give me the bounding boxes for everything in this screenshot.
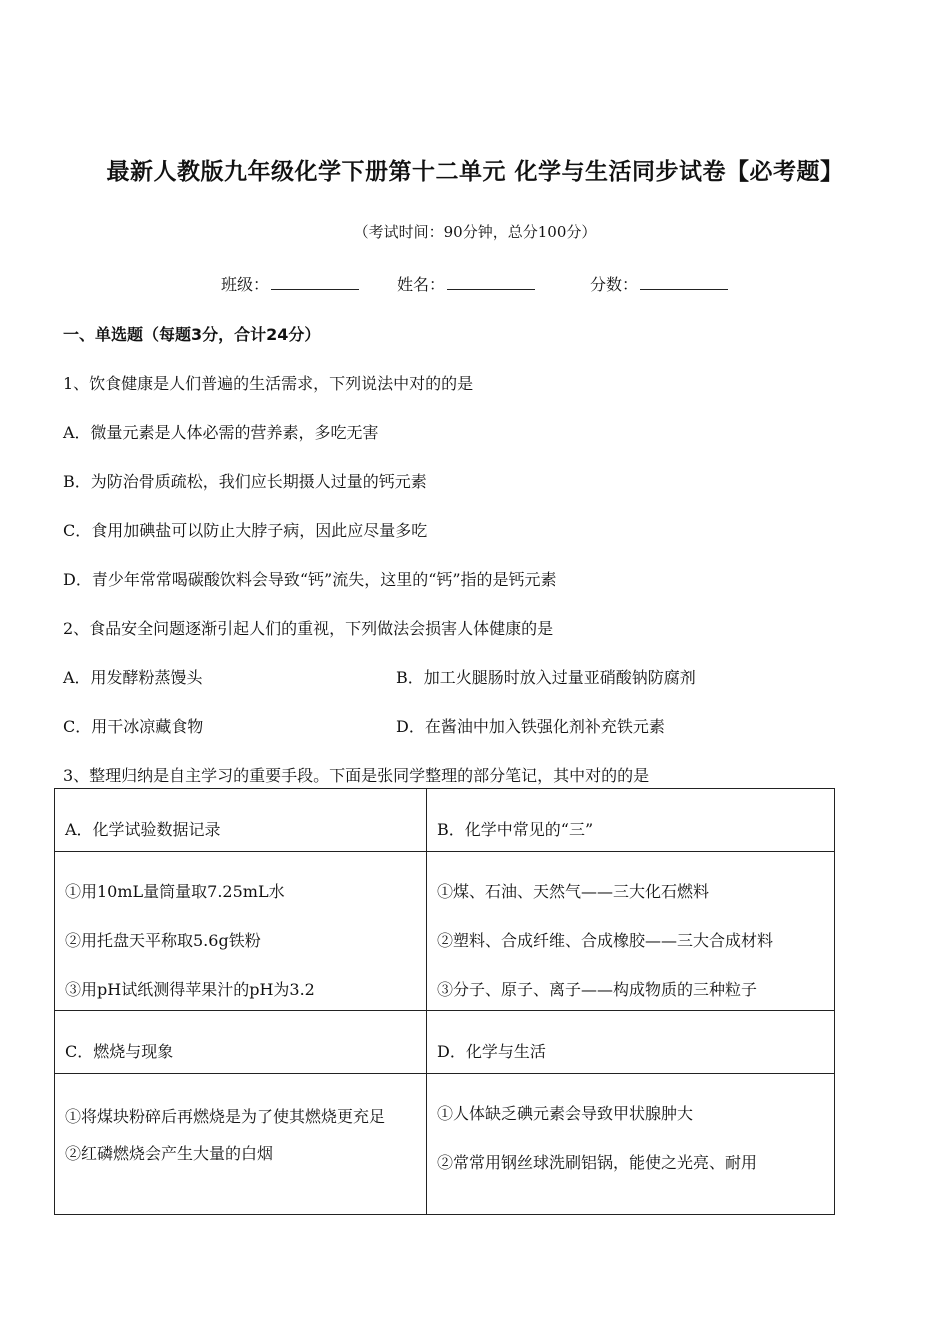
q2-option-d: D．在酱油中加入铁强化剂补充铁元素 [396,717,665,736]
class-field[interactable] [221,272,359,295]
score-field[interactable] [590,272,728,295]
q1-option-c: C．食用加碘盐可以防止大脖子病，因此应尽量多吃 [63,521,428,540]
q3-notes-table [54,788,835,1215]
q2-option-b: B．加工火腿肠时放入过量亚硝酸钠防腐剂 [396,668,696,687]
class-label: 班级： [221,275,270,294]
q3-cell-a-body [55,852,427,1011]
q1-stem: 1、饮食健康是人们普遍的生活需求，下列说法中对的的是 [63,374,474,393]
q3-cell-d-header [427,1011,835,1074]
exam-info: （考试时间：90分钟，总分100分） [353,223,597,241]
q3-b-item-1: ①煤、石油、天然气——三大化石燃料 [437,882,710,901]
q1-option-a: A．微量元素是人体必需的营养素，多吃无害 [63,423,379,442]
section-heading: 一、单选题（每题3分，合计24分） [63,325,321,344]
score-blank[interactable] [640,275,728,290]
q3-c-item-2: ②红磷燃烧会产生大量的白烟 [65,1144,274,1163]
q3-cell-c-header [55,1011,427,1074]
q3-d-item-1: ①人体缺乏碘元素会导致甲状腺肿大 [437,1104,694,1123]
name-field[interactable] [397,272,535,295]
q1-option-b: B．为防治骨质疏松，我们应长期摄人过量的钙元素 [63,472,427,491]
q3-a-item-1: ①用10mL量筒量取7.25mL水 [65,882,285,901]
q3-b-header-text: B．化学中常见的“三” [437,820,594,839]
q3-c-item-1: ①将煤块粉碎后再燃烧是为了使其燃烧更充足 [65,1107,386,1126]
q3-cell-b-body [427,852,835,1011]
q3-c-header-text: C．燃烧与现象 [65,1042,174,1061]
q3-cell-a-header [55,789,427,852]
name-blank[interactable] [447,275,535,290]
q3-cell-b-header [427,789,835,852]
q2-option-a: A．用发酵粉蒸馒头 [63,668,203,687]
page-title: 最新人教版九年级化学下册第十二单元 化学与生活同步试卷【必考题】 [106,159,844,185]
q2-stem: 2、食品安全问题逐渐引起人们的重视，下列做法会损害人体健康的是 [63,619,554,638]
q3-stem: 3、整理归纳是自主学习的重要手段。下面是张同学整理的部分笔记，其中对的的是 [63,766,650,785]
q3-a-item-2: ②用托盘天平称取5.6g铁粉 [65,931,261,950]
q3-d-item-2: ②常常用钢丝球洗刷铝锅，能使之光亮、耐用 [437,1153,758,1172]
score-label: 分数： [590,275,639,294]
q1-option-d: D．青少年常常喝碳酸饮料会导致“钙”流失，这里的“钙”指的是钙元素 [63,570,557,589]
q3-d-header-text: D．化学与生活 [437,1042,546,1061]
q3-b-item-2: ②塑料、合成纤维、合成橡胶——三大合成材料 [437,931,774,950]
class-blank[interactable] [271,275,359,290]
q2-option-c: C．用干冰凉藏食物 [63,717,204,736]
q3-a-item-3: ③用pH试纸测得苹果汁的pH为3.2 [65,980,315,999]
q3-a-header-text: A．化学试验数据记录 [65,820,221,839]
q3-b-item-3: ③分子、原子、离子——构成物质的三种粒子 [437,980,758,999]
q3-cell-c-body [55,1074,427,1215]
name-label: 姓名： [397,275,446,294]
q3-cell-d-body [427,1074,835,1215]
